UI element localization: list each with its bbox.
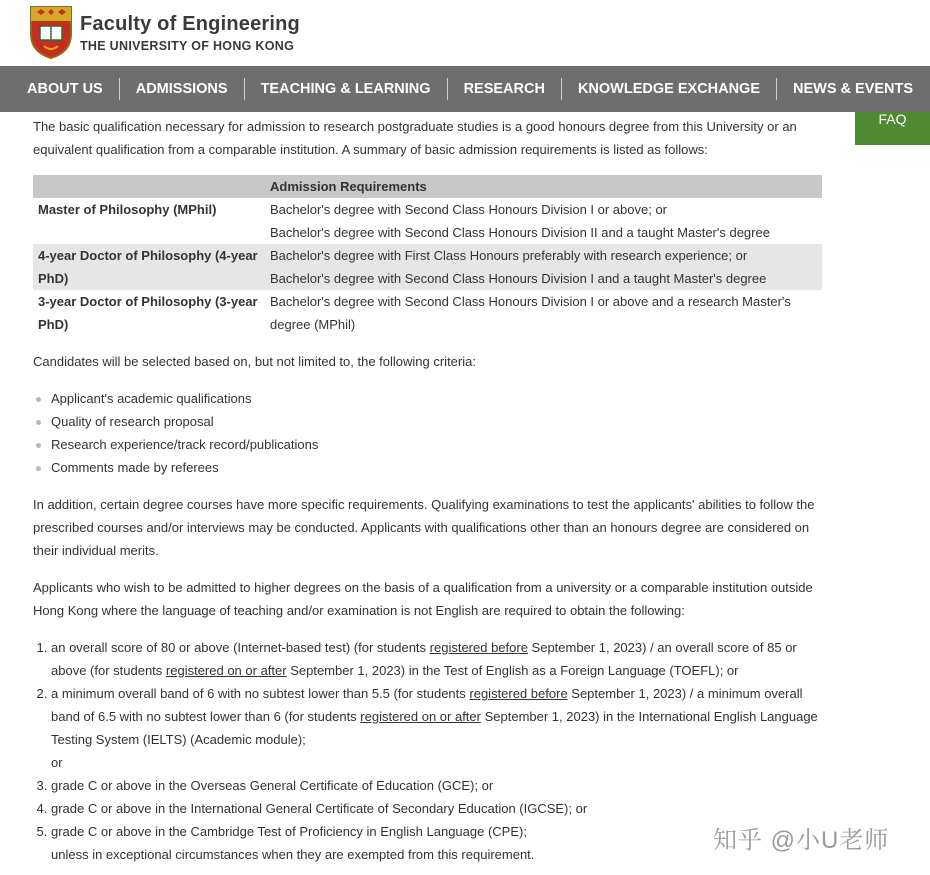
underlined-term: registered on or after <box>165 663 287 678</box>
requirement-line: Bachelor's degree with Second Class Honours Division I and a taught Master's degree <box>270 271 767 286</box>
list-item-igcse: 4. grade C or above in the International General Certificate of Secondary Education (IGCSE); or <box>51 797 823 820</box>
program-name: 3-year Doctor of Philosophy (3-year PhD) <box>38 294 258 332</box>
text-span: a minimum overall band of 6 with no subtest lower than 5.5 (for students <box>51 686 470 701</box>
requirement-cell <box>265 198 822 244</box>
language-requirements-intro: Applicants who wish to be admitted to higher degrees on the basis of a qualification from a university or a comparable institution outside Hong Kong where the language of teaching and/or examination is not English are required to obtain the following: <box>33 580 813 618</box>
nav-admissions[interactable]: ADMISSIONS <box>120 78 245 100</box>
table-row <box>33 244 822 290</box>
text-span: September 1, 2023) in the Test of English as a Foreign Language (TOEFL); or <box>286 663 739 678</box>
faq-button[interactable]: FAQ <box>855 112 930 145</box>
text-span: unless in exceptional circumstances when they are exempted from this requirement. <box>51 847 535 862</box>
or-connector: or <box>51 755 63 770</box>
admission-requirements-table <box>33 175 822 336</box>
list-item-toefl <box>51 636 823 682</box>
list-item: Research experience/track record/publications <box>33 433 823 456</box>
list-item-cpe <box>51 820 823 866</box>
hku-crest-logo[interactable] <box>28 4 74 60</box>
zhihu-watermark: 知乎 @小U老师 <box>713 827 890 854</box>
criteria-intro: Candidates will be selected based on, but not limited to, the following criteria: <box>33 354 476 369</box>
requirement-line: Bachelor's degree with Second Class Honours Division I or above; or <box>270 202 668 217</box>
nav-teaching-learning[interactable]: TEACHING & LEARNING <box>245 78 448 100</box>
table-header-requirements: Admission Requirements <box>265 175 822 198</box>
nav-knowledge-exchange[interactable]: KNOWLEDGE EXCHANGE <box>562 78 777 100</box>
list-item-ielts <box>51 682 823 774</box>
site-header <box>0 0 930 66</box>
table-row <box>33 290 822 336</box>
requirement-line: Bachelor's degree with Second Class Honours Division I or above and a research Master's degree (MPhil) <box>270 294 791 332</box>
main-content <box>33 115 823 866</box>
requirement-line: Bachelor's degree with First Class Honours preferably with research experience; or <box>270 248 748 263</box>
language-requirements-list <box>51 636 823 866</box>
faculty-title[interactable]: Faculty of Engineering <box>80 13 300 35</box>
program-name: Master of Philosophy (MPhil) <box>38 202 217 217</box>
nav-about-us[interactable]: ABOUT US <box>0 78 120 100</box>
text-span: grade C or above in the Cambridge Test of Proficiency in English Language (CPE); <box>51 824 527 839</box>
list-item: Quality of research proposal <box>33 410 823 433</box>
list-item: Comments made by referees <box>33 456 823 479</box>
nav-research[interactable]: RESEARCH <box>448 78 562 100</box>
underlined-term: registered before <box>469 686 568 701</box>
text-span: September 1, 2023) in the International English Language Testing System (IELTS) (Academic module); <box>51 709 818 747</box>
list-item-gce: 3. grade C or above in the Overseas General Certificate of Education (GCE); or <box>51 774 823 797</box>
main-navigation <box>0 66 930 112</box>
list-item: Applicant's academic qualifications <box>33 387 823 410</box>
table-row <box>33 198 822 244</box>
criteria-list <box>33 387 823 479</box>
text-span: September 1, 2023) / an overall score of 85 or above (for students <box>51 640 797 678</box>
intro-paragraph: The basic qualification necessary for admission to research postgraduate studies is a good honours degree from this University or an equivalent qualification from a comparable institution. A summary of basic admission requirements is listed as follows: <box>33 119 797 157</box>
table-header-empty <box>33 175 265 198</box>
underlined-term: registered before <box>429 640 528 655</box>
nav-news-events[interactable]: NEWS & EVENTS <box>793 81 914 97</box>
university-subtitle[interactable]: THE UNIVERSITY OF HONG KONG <box>80 39 295 53</box>
text-span: an overall score of 80 or above (Internet-based test) (for students <box>51 640 430 655</box>
additional-requirements-paragraph: In addition, certain degree courses have more specific requirements. Qualifying examinations to test the applicants' abilities to follow the prescribed courses and/or interviews may be conducted. Applicants with qualifications other than an honours degree are considered on their individual merits. <box>33 497 815 558</box>
requirement-cell <box>265 290 822 336</box>
underlined-term: registered on or after <box>360 709 481 724</box>
requirement-line: Bachelor's degree with Second Class Honours Division II and a taught Master's degree <box>270 225 770 240</box>
requirement-cell <box>265 244 822 290</box>
text-span: September 1, 2023) / a minimum overall band of 6.5 with no subtest lower than 6 (for students <box>51 686 803 724</box>
program-name: 4-year Doctor of Philosophy (4-year PhD) <box>33 244 265 290</box>
